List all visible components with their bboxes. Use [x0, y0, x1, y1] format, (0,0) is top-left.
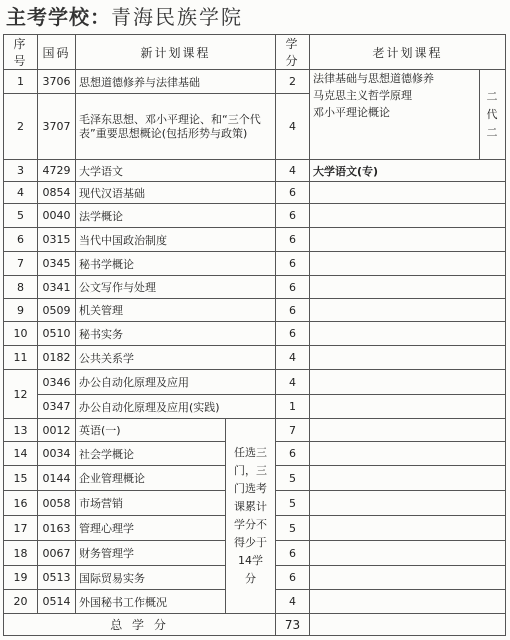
- seq-cell: 1: [4, 70, 38, 94]
- code-cell: 0854: [38, 182, 76, 204]
- table-row: [4, 370, 506, 395]
- credits-cell: 6: [276, 442, 310, 466]
- credits-cell: 4: [276, 160, 310, 182]
- code-cell: 0163: [38, 516, 76, 541]
- course-name-cell: 国际贸易实务: [76, 566, 226, 590]
- table-row: [4, 419, 506, 442]
- elective-note-text: 任选三门，三门选考课累计学分不得少于14学分: [234, 446, 267, 585]
- table-row: [4, 276, 506, 299]
- old-course-cell: [310, 395, 506, 419]
- credits-cell: 6: [276, 322, 310, 346]
- seq-cell: 13: [4, 419, 38, 442]
- school-name: 青海民族学院: [111, 5, 243, 29]
- code-cell: 0513: [38, 566, 76, 590]
- table-row: [4, 204, 506, 228]
- code-cell: 0345: [38, 252, 76, 276]
- course-name-cell: 管理心理学: [76, 516, 226, 541]
- credits-cell: 4: [276, 346, 310, 370]
- credits-cell: 6: [276, 541, 310, 566]
- course-name-cell: 财务管理学: [76, 541, 226, 566]
- seq-cell: 19: [4, 566, 38, 590]
- course-name-cell: 法学概论: [76, 204, 276, 228]
- code-cell: 0012: [38, 419, 76, 442]
- seq-cell: 14: [4, 442, 38, 466]
- code-cell: 0347: [38, 395, 76, 419]
- code-cell: 0058: [38, 491, 76, 516]
- course-name-cell: 英语(一): [76, 419, 226, 442]
- seq-cell: 10: [4, 322, 38, 346]
- seq-cell: 2: [4, 94, 38, 160]
- seq-cell: 15: [4, 466, 38, 491]
- col-new-plan: 新计划课程: [76, 35, 276, 70]
- table-row: [4, 70, 506, 94]
- credits-cell: 4: [276, 590, 310, 614]
- credits-cell: 2: [276, 70, 310, 94]
- credits-cell: 6: [276, 228, 310, 252]
- table-row: [4, 322, 506, 346]
- code-cell: 0034: [38, 442, 76, 466]
- old-course-cell: [310, 491, 506, 516]
- table-row: [4, 395, 506, 419]
- credits-cell: 6: [276, 204, 310, 228]
- seq-cell: 5: [4, 204, 38, 228]
- seq-cell: 20: [4, 590, 38, 614]
- table-row: [4, 160, 506, 182]
- course-name-cell: 秘书实务: [76, 322, 276, 346]
- code-cell: 0510: [38, 322, 76, 346]
- seq-cell: 9: [4, 299, 38, 322]
- old-course-group: [310, 70, 480, 160]
- old-course-cell: [310, 182, 506, 204]
- course-name-cell: 公文写作与处理: [76, 276, 276, 299]
- credits-cell: 4: [276, 370, 310, 395]
- old-course-cell: [310, 419, 506, 442]
- course-name-cell: 企业管理概论: [76, 466, 226, 491]
- course-name-cell: 秘书学概论: [76, 252, 276, 276]
- col-old-plan: 老计划课程: [310, 35, 506, 70]
- seq-cell: 11: [4, 346, 38, 370]
- old-course-cell: [310, 541, 506, 566]
- old-course-cell: [310, 370, 506, 395]
- old-course-cell: [310, 252, 506, 276]
- old-course-cell: [310, 516, 506, 541]
- credits-cell: 6: [276, 276, 310, 299]
- credits-cell: 5: [276, 466, 310, 491]
- col-seq: 序号: [4, 35, 38, 70]
- course-name-cell: 办公自动化原理及应用: [76, 370, 276, 395]
- old-course-list: 法律基础与思想道德修养 马克思主义哲学原理 邓小平理论概论: [313, 72, 435, 119]
- course-name-cell: 毛泽东思想、邓小平理论、和“三个代表”重要思想概论(包括形势与政策): [76, 94, 276, 160]
- old-course-side-note: [480, 70, 506, 160]
- code-cell: 3706: [38, 70, 76, 94]
- course-name-cell: 市场营销: [76, 491, 226, 516]
- table-row: [4, 252, 506, 276]
- table-row: [4, 346, 506, 370]
- old-course-cell: [310, 466, 506, 491]
- code-cell: 0514: [38, 590, 76, 614]
- old-course-cell: [310, 590, 506, 614]
- code-cell: 0341: [38, 276, 76, 299]
- old-course-cell: [310, 322, 506, 346]
- total-credits: 73: [276, 614, 310, 636]
- side-note-text: 二代二: [486, 89, 499, 139]
- old-course-cell: [310, 346, 506, 370]
- header-prefix: 主考学校：: [6, 5, 111, 29]
- col-code: 国码: [38, 35, 76, 70]
- table-row: [4, 228, 506, 252]
- course-name-cell: 社会学概论: [76, 442, 226, 466]
- code-cell: 0040: [38, 204, 76, 228]
- table-row: [4, 182, 506, 204]
- old-course-cell: [310, 566, 506, 590]
- credits-cell: 6: [276, 566, 310, 590]
- credits-cell: 6: [276, 299, 310, 322]
- credits-cell: 4: [276, 94, 310, 160]
- col-credits: 学分: [276, 35, 310, 70]
- course-name-cell: 办公自动化原理及应用(实践): [76, 395, 276, 419]
- seq-cell: 17: [4, 516, 38, 541]
- course-table: [3, 34, 506, 636]
- course-name-cell: 公共关系学: [76, 346, 276, 370]
- seq-cell: 6: [4, 228, 38, 252]
- seq-cell: 8: [4, 276, 38, 299]
- course-name-cell: 当代中国政治制度: [76, 228, 276, 252]
- course-name-cell: 现代汉语基础: [76, 182, 276, 204]
- old-course-cell: [310, 442, 506, 466]
- code-cell: 0346: [38, 370, 76, 395]
- code-cell: 0144: [38, 466, 76, 491]
- credits-cell: 6: [276, 182, 310, 204]
- code-cell: 0509: [38, 299, 76, 322]
- old-course-cell: [310, 228, 506, 252]
- code-cell: 4729: [38, 160, 76, 182]
- elective-note: [226, 419, 276, 614]
- code-cell: 0315: [38, 228, 76, 252]
- old-course-cell: 大学语文(专): [310, 160, 506, 182]
- seq-cell: 18: [4, 541, 38, 566]
- total-old-cell: [310, 614, 506, 636]
- table-row: [4, 299, 506, 322]
- seq-cell: 7: [4, 252, 38, 276]
- course-name-cell: 大学语文: [76, 160, 276, 182]
- table-header-row: [4, 35, 506, 70]
- old-course-cell: [310, 299, 506, 322]
- seq-cell: 16: [4, 491, 38, 516]
- credits-cell: 5: [276, 491, 310, 516]
- old-course-cell: [310, 276, 506, 299]
- seq-cell: 4: [4, 182, 38, 204]
- credits-cell: 7: [276, 419, 310, 442]
- total-row: [4, 614, 506, 636]
- code-cell: 0067: [38, 541, 76, 566]
- course-name-cell: 外国秘书工作概况: [76, 590, 226, 614]
- seq-cell: 12: [4, 370, 38, 419]
- code-cell: 3707: [38, 94, 76, 160]
- code-cell: 0182: [38, 346, 76, 370]
- course-name-cell: 思想道德修养与法律基础: [76, 70, 276, 94]
- total-label: 总 学 分: [4, 614, 276, 636]
- page-header: [6, 2, 243, 32]
- old-course-cell: [310, 204, 506, 228]
- credits-cell: 5: [276, 516, 310, 541]
- seq-cell: 3: [4, 160, 38, 182]
- credits-cell: 6: [276, 252, 310, 276]
- credits-cell: 1: [276, 395, 310, 419]
- course-name-cell: 机关管理: [76, 299, 276, 322]
